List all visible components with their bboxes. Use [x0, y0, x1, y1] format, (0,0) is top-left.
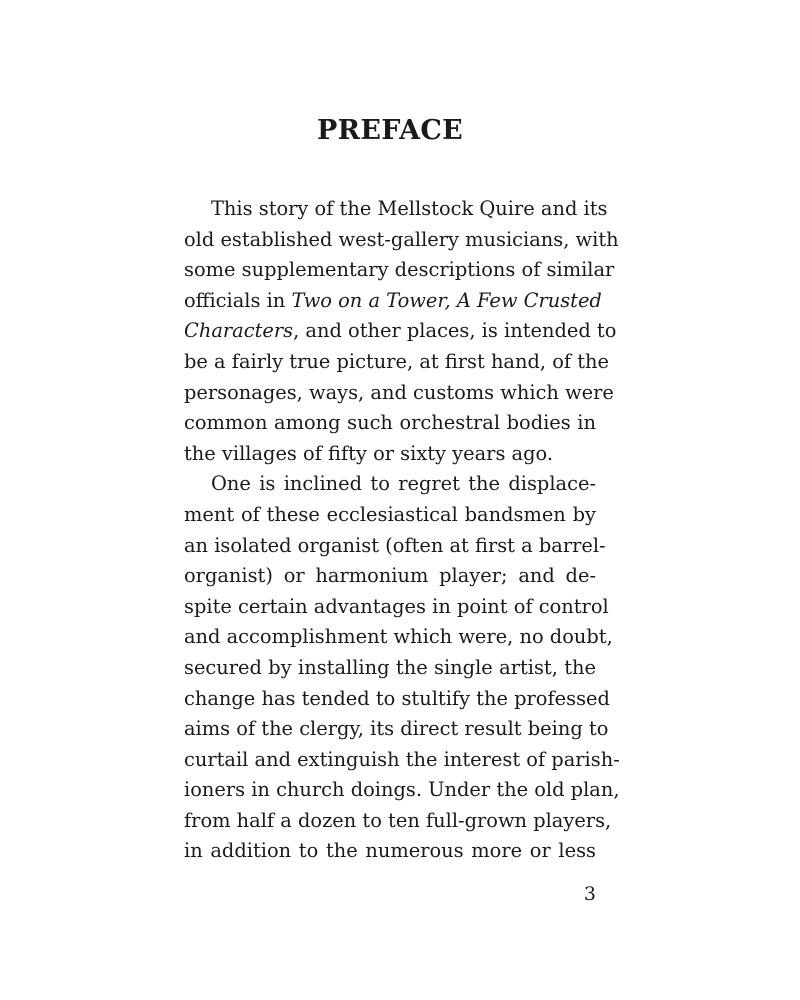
preface-body	[184, 194, 620, 867]
text-line: This story of the Mellstock Quire and its	[211, 197, 608, 220]
text-line: and accomplishment which were, no doubt,	[184, 625, 613, 649]
page-number: 3	[583, 883, 596, 905]
text-line: common among such orchestral bodies in	[184, 411, 596, 435]
text-line: aims of the clergy, its direct result being to	[184, 717, 609, 741]
text-line: curtail and extinguish the interest of parish-	[184, 747, 620, 771]
text-line: old established west-gallery musicians, with	[184, 227, 619, 251]
text-line: be a fairly true picture, at first hand, of the	[184, 349, 609, 373]
text-line: the villages of fifty or sixty years ago.	[184, 441, 554, 465]
text-line: secured by installing the single artist, the	[184, 655, 596, 679]
text-line: spite certain advantages in point of control	[184, 594, 609, 618]
text-line: organist) or harmonium player; and de-	[184, 564, 596, 588]
text-line: personages, ways, and customs which were	[184, 380, 614, 404]
text-line: One is inclined to regret the displace-	[211, 472, 596, 496]
text-line: ment of these ecclesiastical bandsmen by	[184, 502, 596, 526]
page-title: PREFACE	[316, 115, 464, 146]
text-line: officials in Two on a Tower, A Few Crusted	[184, 288, 602, 312]
text-line: from half a dozen to ten full-grown players,	[184, 808, 612, 832]
text-line: an isolated organist (often at first a barrel-	[184, 533, 606, 557]
book-title-italic: Two on a Tower, A Few Crusted	[291, 288, 602, 312]
book-title-italic: Characters	[184, 319, 294, 343]
text-line: some supplementary descriptions of similar	[184, 258, 615, 282]
text-line: in addition to the numerous more or less	[184, 839, 596, 863]
text-line: Characters, and other places, is intended to	[184, 319, 617, 343]
text-line: change has tended to stultify the professed	[184, 686, 610, 710]
text-line: ioners in church doings. Under the old plan,	[184, 778, 620, 802]
